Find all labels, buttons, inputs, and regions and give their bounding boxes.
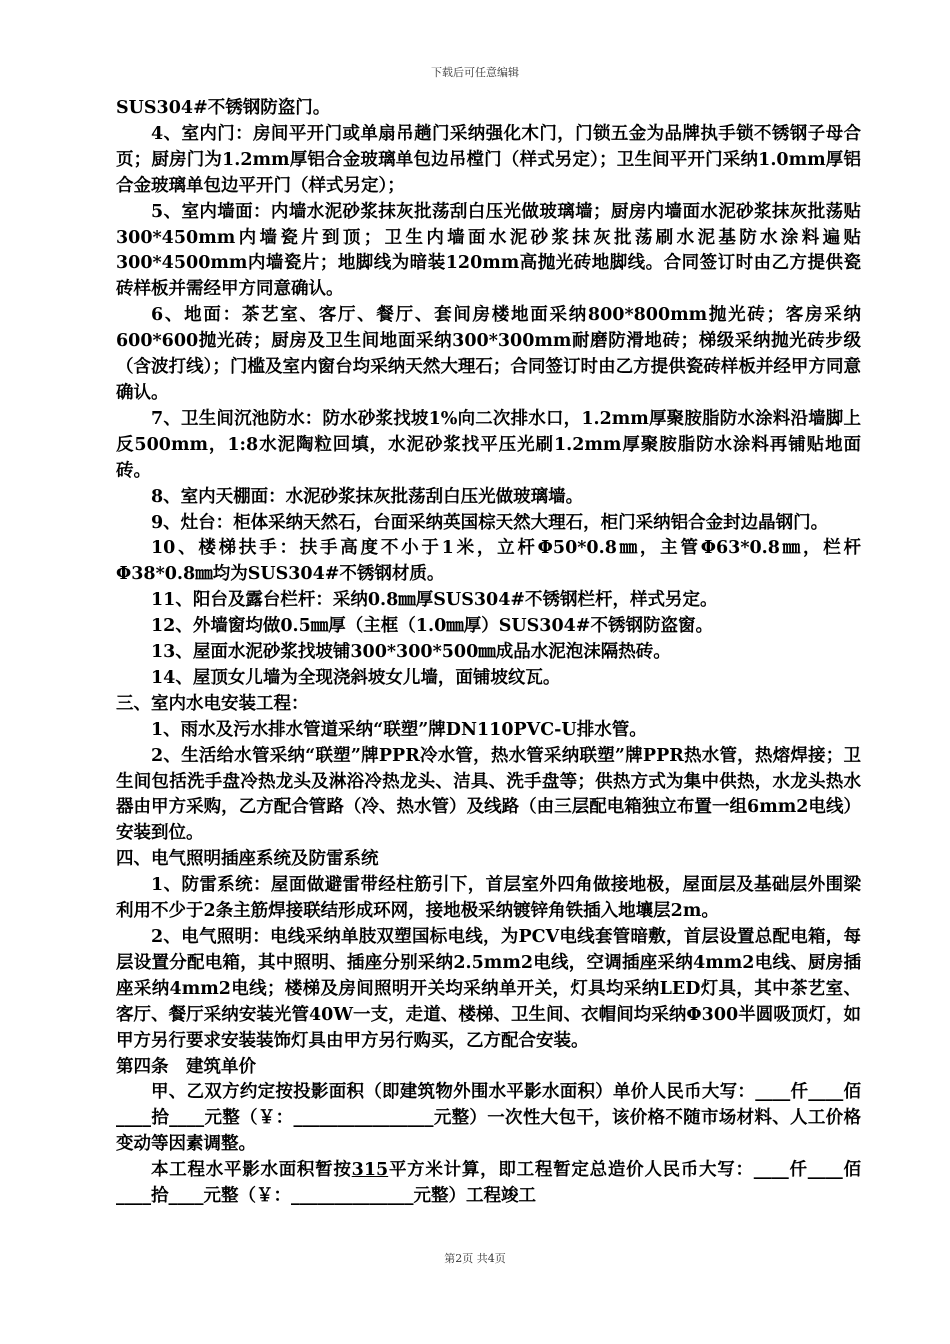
paragraph: 13、屋面水泥砂浆找坡铺300*300*500㎜成品水泥泡沫隔热砖。 [151, 642, 671, 663]
blank-field: ____ [169, 1108, 205, 1129]
blank-field: ______________ [291, 1186, 414, 1207]
price-text: 拾 [151, 1186, 169, 1207]
page-header: 下载后可任意编辑 [431, 66, 519, 79]
blank-field: ____ [168, 1186, 204, 1207]
paragraph: 12、外墙窗均做0.5㎜厚（主框（1.0㎜厚）SUS304#不锈钢防盗窗。 [151, 616, 713, 637]
blank-field: ____ [807, 1160, 843, 1181]
blank-field: ________________ [293, 1108, 434, 1129]
price-text: 仟 [788, 1160, 808, 1181]
paragraph: 9、灶台：柜体采纳天然石，台面采纳英国棕天然大理石，柜门采纳铝合金封边晶钢门。 [151, 512, 829, 533]
document-body [116, 96, 861, 1210]
price-text: 佰 [843, 1082, 862, 1103]
price-text: 甲、乙双方约定按投影面积（即建筑物外围水平影水面积）单价人民币大写： [151, 1082, 756, 1103]
paragraph: 14、屋顶女儿墙为全现浇斜坡女儿墙，面铺坡纹瓦。 [151, 667, 561, 688]
total-price-paragraph [116, 1158, 861, 1210]
paragraph: 5、室内墙面：内墙水泥砂浆抹灰批荡刮白压光做玻璃墙；厨房内墙面水泥砂浆抹灰批荡贴300*450mm内墙瓷片到顶；卫生内墙面水泥砂浆抹灰批荡刷水泥基防水涂料遍贴300*4500mm内墙瓷片；地脚线为暗装120mm高抛光砖地脚线。合同签订时由乙方提供瓷砖样板并需经甲方同意确认。 [116, 201, 861, 300]
paragraph: 8、室内天棚面：水泥砂浆抹灰批荡刮白压光做玻璃墙。 [151, 486, 584, 507]
price-text: 元整）一次性大包干，该价格不随市场材料、人工价格变动等因素调整。 [116, 1108, 861, 1155]
paragraph: 第四条 建筑单价 [116, 1056, 256, 1077]
area-value: 315 [351, 1160, 389, 1181]
price-text: 元整（￥： [204, 1108, 294, 1129]
paragraph: SUS304#不锈钢防盗门。 [116, 98, 331, 118]
price-text: 本工程水平影水面积暂按 [151, 1160, 352, 1181]
price-text: 仟 [790, 1082, 809, 1103]
price-text: 佰 [842, 1160, 862, 1181]
blank-field: ____ [116, 1108, 151, 1129]
paragraph: 2、电气照明：电线采纳单肢双塑国标电线，为PCV电线套管暗敷，首层设置总配电箱，每层设置分配电箱，其中照明、插座分别采纳2.5mm2电线，空调插座采纳4mm2电线、厨房插座采纳4mm2电线；楼梯及房间照明开关均采纳单开关，灯具均采纳LED灯具，其中茶艺室、客厅、餐厅采纳安装光管40W一支，走道、楼梯、卫生间、衣帽间均采纳Φ300半圆吸顶灯，如甲方另行要求安装装饰灯具由甲方另行购买，乙方配合安装。 [116, 927, 861, 1051]
price-text: 元整）工程竣工 [413, 1186, 536, 1207]
paragraph: 1、雨水及污水排水管道采纳“联塑”牌DN110PVC-U排水管。 [151, 719, 647, 740]
paragraph: 2、生活给水管采纳“联塑”牌PPR冷水管，热水管采纳联塑”牌PPR热水管，热熔焊接；卫生间包括洗手盘冷热龙头及淋浴冷热龙头、洁具、洗手盘等；供热方式为集中供热，水龙头热水器由甲方采购，乙方配合管路（冷、热水管）及线路（由三层配电箱独立布置一组6mm2电线）安装到位。 [116, 745, 861, 844]
price-paragraph [116, 1080, 861, 1158]
blank-field: ____ [753, 1160, 789, 1181]
paragraph: 1、防雷系统：屋面做避雷带经柱筋引下，首层室外四角做接地极，屋面层及基础层外围梁利用不少于2条主筋焊接联结形成环网，接地极采纳镀锌角铁插入地壤层2m。 [116, 875, 861, 922]
page-footer: 第2页 共4页 [444, 1252, 506, 1265]
paragraph: 6、地面：茶艺室、客厅、餐厅、套间房楼地面采纳800*800mm抛光砖；客房采纳600*600抛光砖；厨房及卫生间地面采纳300*300mm耐磨防滑地砖；梯级采纳抛光砖步级（含波打线）；门槛及室内窗台均采纳天然大理石；合同签订时由乙方提供瓷砖样板并经甲方同意确认。 [116, 305, 861, 403]
price-text: 平方米计算，即工程暂定总造价人民币大写： [388, 1160, 754, 1181]
blank-field: ____ [808, 1082, 844, 1103]
paragraph: 三、室内水电安装工程： [116, 693, 309, 714]
paragraph: 4、室内门：房间平开门或单扇吊趟门采纳强化木门，门锁五金为品牌执手锁不锈钢子母合页；厨房门为1.2mm厚铝合金玻璃单包边吊樘门（样式另定）；卫生间平开门采纳1.0mm厚铝合金玻璃单包边平开门（样式另定）； [116, 123, 861, 196]
blank-field: ____ [755, 1082, 791, 1103]
paragraph-list [116, 96, 861, 1080]
price-text: 元整（￥： [203, 1186, 291, 1207]
blank-field: ____ [116, 1186, 151, 1207]
price-text: 拾 [151, 1108, 170, 1129]
paragraph: 7、卫生间沉池防水：防水砂浆找坡1%向二次排水口，1.2mm厚聚胺脂防水涂料沿墙脚上反500mm，1:8水泥陶粒回填，水泥砂浆找平压光刷1.2mm厚聚胺脂防水涂料再铺贴地面砖。 [116, 408, 861, 481]
paragraph: 10、楼梯扶手：扶手高度不小于1米，立杆Φ50*0.8㎜，主管Φ63*0.8㎜，栏杆Φ38*0.8㎜均为SUS304#不锈钢材质。 [116, 538, 861, 585]
paragraph: 11、阳台及露台栏杆：采纳0.8㎜厚SUS304#不锈钢栏杆，样式另定。 [151, 590, 718, 611]
paragraph: 四、电气照明插座系统及防雷系统 [116, 849, 379, 870]
